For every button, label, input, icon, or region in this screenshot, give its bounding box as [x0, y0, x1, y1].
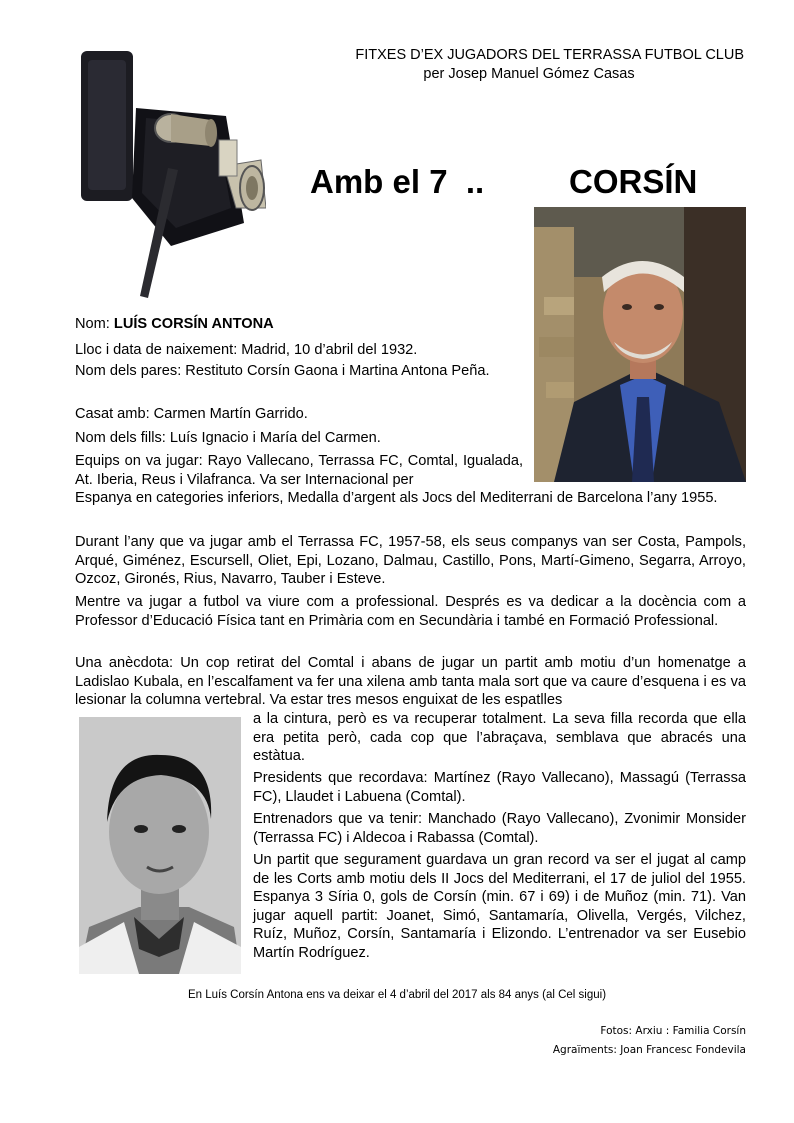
title-number: Amb el 7 .. — [310, 163, 485, 200]
document-header — [304, 46, 744, 84]
field-lloc: Lloc i data de naixement: Madrid, 10 d’abril del 1932. — [75, 342, 418, 358]
field-equips: Equips on va jugar: Rayo Vallecano, Terrassa FC, Comtal, Igualada, At. Iberia, Reus i Vilafranca. Va ser Internacional per — [75, 453, 523, 488]
paragraph-partit: Un partit que segurament guardava un gran record va ser el jugat al camp de les Corts amb motiu dels II Jocs del Mediterrani, el 17 de juliol del 1955. Espanya 3 Síria 0, gols de Corsín (min. 67 i 69) i de Muñoz (min. 71). Van jugar aquell partit: Joanet, Simó, Santamaría, Olivella, Vergés, Vilchez, Ruíz, Muñoz, Corsín, Santamaría i Elizondo. L’entrenador va ser Eusebio Martín Rodríguez. — [253, 852, 746, 961]
paragraph-anecdota: Una anècdota: Un cop retirat del Comtal i abans de jugar un partit amb motiu d’un homenatge a Ladislao Kubala, en l’escalfament va fer una xilena amb tanta mala sort que va caure d’esquena i es va lesionar la columna vertebral. Va estar tres mesos enguixat de les espatlles — [75, 655, 746, 709]
footnote-obituary: En Luís Corsín Antona ens va deixar el 4 d’abril del 2017 als 84 anys (al Cel sigui) — [187, 989, 607, 1001]
player-photo-recent — [534, 207, 746, 482]
credits-photos: Fotos: Arxiu : Familia Corsín — [600, 1025, 746, 1037]
paragraph-entrenadors: Entrenadors que va tenir: Manchado (Rayo Vallecano), Zvonimir Monsider (Terrassa FC) i Aldecoa i Rabassa (Comtal). — [253, 811, 746, 846]
field-equips-cont: Espanya en categories inferiors, Medalla d’argent als Jocs del Mediterrani de Barcelona l’any 1955. — [75, 490, 718, 506]
field-casat: Casat amb: Carmen Martín Garrido. — [75, 406, 308, 422]
field-nom — [75, 315, 523, 334]
field-fills: Nom dels fills: Luís Ignacio i María del Carmen. — [75, 430, 381, 446]
credits-acknowledgements: Agraïments: Joan Francesc Fondevila — [552, 1044, 746, 1056]
paragraph-mentre: Mentre va jugar a futbol va viure com a professional. Després es va dedicar a la docència com a Professor d’Educació Física tant en Primària com en Secundària i també en Formació Professional. — [75, 594, 746, 629]
paragraph-anecdota-cont: a la cintura, però es va recuperar totalment. La seva filla recorda que ella era petita però, cada cop que l’abraçava, semblava que abracés una estàtua. — [253, 711, 746, 765]
field-pares: Nom dels pares: Restituto Corsín Gaona i Martina Antona Peña. — [75, 363, 490, 379]
paragraph-durant: Durant l’any que va jugar amb el Terrassa FC, 1957-58, els seus companys van ser Costa, Pampols, Arqué, Giménez, Escursell, Oliet, Epi, Lozano, Dalmau, Castillo, Pons, Martí-Gimeno, Segarra, Arroyo, Ozcoz, Gironés, Rius, Navarro, Tauber i Esteve. — [75, 534, 746, 588]
field-nom-value: LUÍS CORSÍN ANTONA — [113, 316, 274, 332]
credits — [553, 1022, 746, 1060]
player-photo-young — [79, 717, 241, 974]
title-player-name: CORSÍN — [569, 163, 698, 200]
loudspeaker-illustration — [76, 48, 266, 298]
header-title: FITXES D’EX JUGADORS DEL TERRASSA FUTBOL CLUB — [355, 47, 744, 63]
header-author: per Josep Manuel Gómez Casas — [423, 66, 635, 82]
field-nom-label: Nom: — [75, 316, 114, 332]
paragraph-presidents: Presidents que recordava: Martínez (Rayo Vallecano), Massagú (Terrassa FC), Llaudet i Labuena (Comtal). — [253, 770, 746, 805]
